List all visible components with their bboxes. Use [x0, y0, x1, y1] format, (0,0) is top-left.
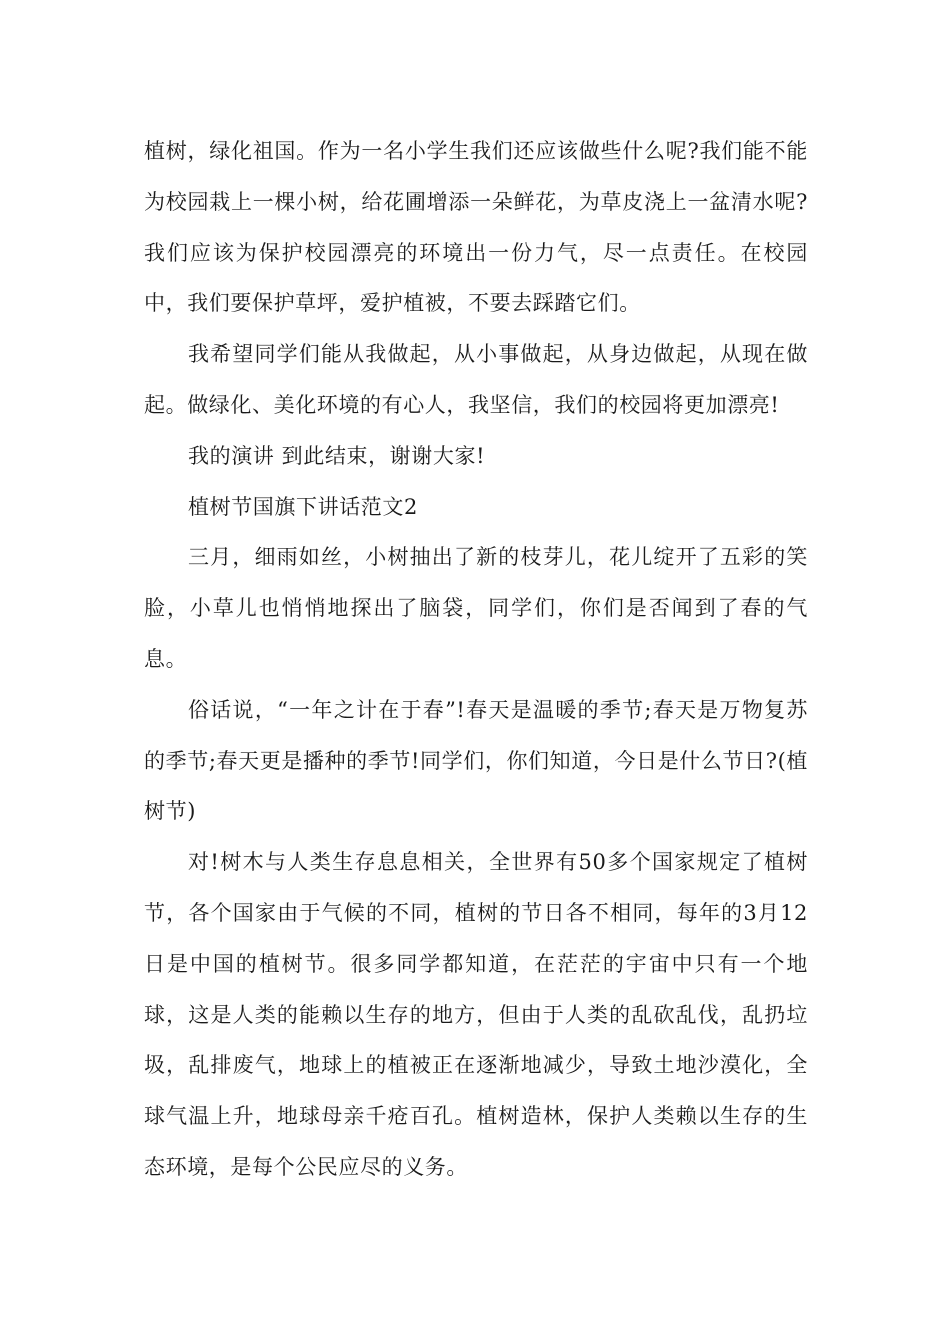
section-heading: 植树节国旗下讲话范文2: [188, 494, 418, 519]
document-page: [144, 126, 808, 1193]
paragraph-3: 我的演讲 到此结束，谢谢大家!: [188, 443, 486, 468]
paragraph-7: 对!树木与人类生存息息相关，全世界有50多个国家规定了植树节，各个国家由于气候的不同，植树的节日各不相同，每年的3月12日是中国的植树节。很多同学都知道，在茫茫的宇宙中只有一个地球，这是人类的能赖以生存的地方，但由于人类的乱砍乱伐，乱扔垃圾，乱排废气，地球上的植被正在逐渐地减少，导致土地沙漠化，全球气温上升，地球母亲千疮百孔。植树造林，保护人类赖以生存的生态环境，是每个公民应尽的义务。: [144, 850, 808, 1179]
paragraph-2: 我希望同学们能从我做起，从小事做起，从身边做起，从现在做起。做绿化、美化环境的有心人，我坚信，我们的校园将更加漂亮!: [144, 342, 808, 417]
paragraph-6: 俗话说，“一年之计在于春”!春天是温暖的季节;春天是万物复苏的季节;春天更是播种的季节!同学们，你们知道，今日是什么节日?(植树节): [144, 697, 808, 824]
paragraph-1: 植树，绿化祖国。作为一名小学生我们还应该做些什么呢?我们能不能为校园栽上一棵小树，给花圃增添一朵鲜花，为草皮浇上一盆清水呢?我们应该为保护校园漂亮的环境出一份力气，尽一点责任。在校园中，我们要保护草坪，爱护植被，不要去踩踏它们。: [144, 139, 808, 316]
paragraph-5: 三月，细雨如丝，小树抽出了新的枝芽儿，花儿绽开了五彩的笑脸，小草儿也悄悄地探出了脑袋，同学们，你们是否闻到了春的气息。: [144, 545, 808, 671]
